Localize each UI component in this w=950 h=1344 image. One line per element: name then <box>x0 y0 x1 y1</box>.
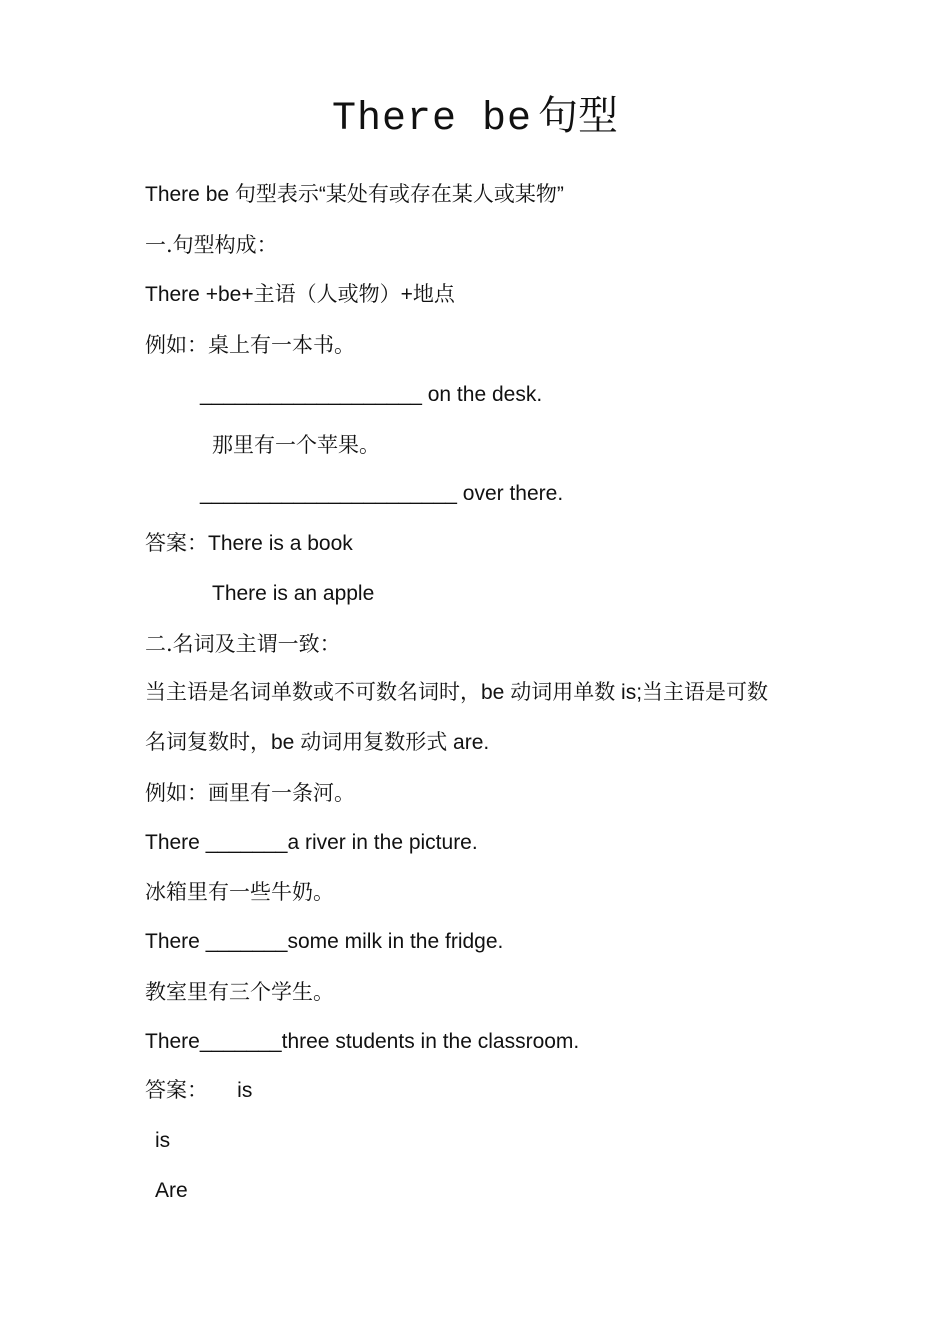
exercise-line-3: There_______three students in the classroom. <box>145 1030 580 1053</box>
intro-line: There be 句型表示“某处有或存在某人或某物” <box>145 183 564 206</box>
title-english: There be <box>331 97 533 142</box>
title-chinese: 句型 <box>538 93 619 139</box>
answer-line-1: 答案：There is a book <box>145 532 353 555</box>
exercise-line-2: There _______some milk in the fridge. <box>145 930 504 953</box>
section-heading-structure: 一.句型构成： <box>145 233 278 257</box>
rule-line-1: 当主语是名词单数或不可数名词时，be 动词用单数 is;当主语是可数 <box>145 681 769 704</box>
answer-line-4: is <box>155 1129 171 1152</box>
example-line-5: 教室里有三个学生。 <box>145 980 334 1004</box>
example-line-1: 例如：桌上有一本书。 <box>145 333 355 357</box>
answer-line-3: 答案： is <box>145 1079 253 1102</box>
fill-blank-2: ______________________ over there. <box>200 482 564 505</box>
rule-line-2: 名词复数时，be 动词用复数形式 are. <box>145 731 490 754</box>
example-line-3: 例如：画里有一条河。 <box>145 781 355 805</box>
section-heading-agreement: 二.名词及主谓一致： <box>145 632 341 656</box>
fill-blank-1: ___________________ on the desk. <box>200 383 543 406</box>
answer-line-2: There is an apple <box>212 582 375 605</box>
structure-formula: There +be+主语（人或物）+地点 <box>145 283 455 306</box>
answer-line-5: Are <box>155 1179 188 1202</box>
document-title <box>0 88 950 148</box>
exercise-line-1: There _______a river in the picture. <box>145 831 478 854</box>
example-line-4: 冰箱里有一些牛奶。 <box>145 880 334 904</box>
example-line-2: 那里有一个苹果。 <box>212 433 380 457</box>
